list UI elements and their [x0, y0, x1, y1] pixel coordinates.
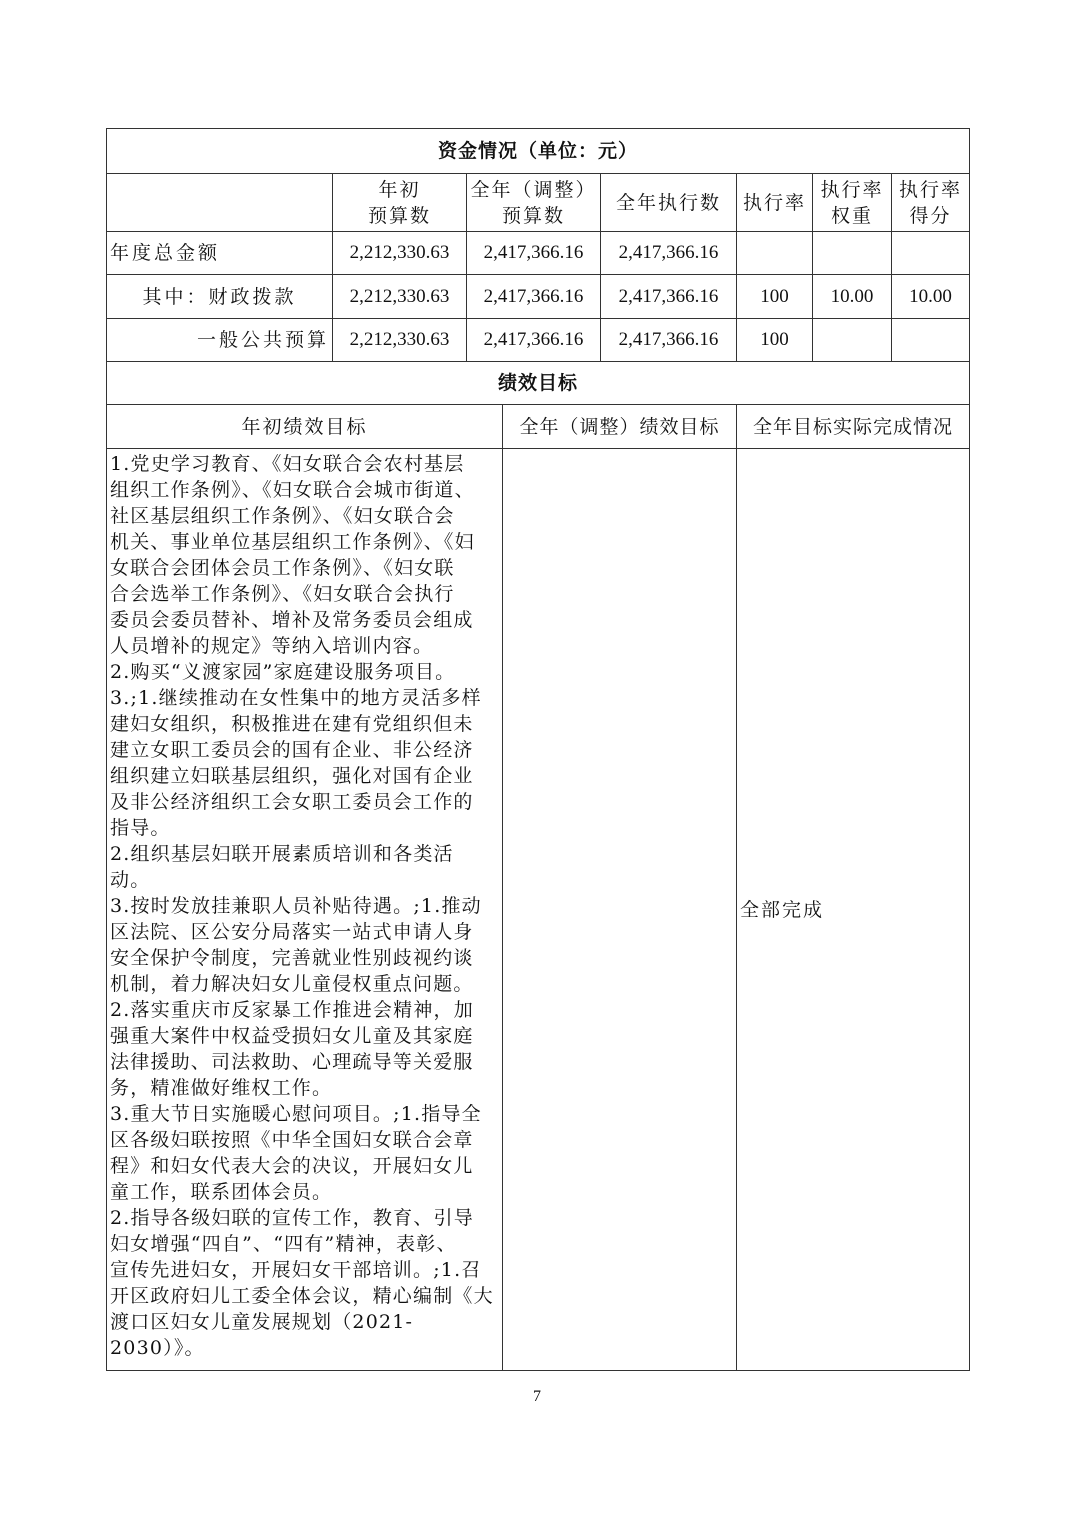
header-exec-weight: 执行率 权重: [813, 174, 892, 232]
actual-completion-text: 全部完成: [737, 449, 970, 1371]
exec-score-value: 10.00: [892, 275, 970, 319]
exec-weight-value: [813, 232, 892, 275]
budget-performance-table: [106, 128, 970, 1371]
exec-score-value: [892, 232, 970, 275]
funds-section-title: 资金情况（单位：元）: [107, 129, 970, 174]
executed-value: 2,417,366.16: [601, 319, 737, 362]
initial-budget-value: 2,212,330.63: [333, 319, 467, 362]
adjusted-budget-value: 2,417,366.16: [467, 232, 601, 275]
executed-value: 2,417,366.16: [601, 232, 737, 275]
exec-weight-value: [813, 319, 892, 362]
exec-weight-value: 10.00: [813, 275, 892, 319]
report-page: [106, 128, 969, 1371]
table-row: [107, 275, 970, 319]
executed-value: 2,417,366.16: [601, 275, 737, 319]
row-label-fiscal: 其中：财政拨款: [107, 275, 333, 319]
exec-rate-value: 100: [737, 275, 813, 319]
header-exec-rate: 执行率: [737, 174, 813, 232]
adjusted-goal-text: [503, 449, 737, 1371]
page-number: 7: [533, 1388, 541, 1405]
exec-score-value: [892, 319, 970, 362]
header-actual-completion: 全年目标实际完成情况: [737, 405, 970, 449]
header-executed: 全年执行数: [601, 174, 737, 232]
header-initial-goal: 年初绩效目标: [107, 405, 503, 449]
header-blank-cell: [107, 174, 333, 232]
initial-goal-text: 1.党史学习教育、《妇女联合会农村基层 组织工作条例》、《妇女联合会城市街道、 社区基层组织工作条例》、《妇女联合会 机关、事业单位基层组织工作条例》、《妇 女联合会团体会员工作条例》、《妇女联 合会选举工作条例》、《妇女联合会执行 委员会委员替补、增补及常务委员会组成 人员增补的规定》等纳入培训内容。 2.购买“义渡家园”家庭建设服务项目。 3.;1.继续推动在女性集中的地方灵活多样 建妇女组织，积极推进在建有党组织但未 建立女职工委员会的国有企业、非公经济 组织建立妇联基层组织，强化对国有企业 及非公经济组织工会女职工委员会工作的 指导。 2.组织基层妇联开展素质培训和各类活 动。 3.按时发放挂兼职人员补贴待遇。;1.推动 区法院、区公安分局落实一站式申请人身 安全保护令制度，完善就业性别歧视约谈 机制，着力解决妇女儿童侵权重点问题。 2.落实重庆市反家暴工作推进会精神，加 强重大案件中权益受损妇女儿童及其家庭 法律援助、司法救助、心理疏导等关爱服 务，精准做好维权工作。 3.重大节日实施暖心慰问项目。;1.指导全 区各级妇联按照《中华全国妇女联合会章 程》和妇女代表大会的决议，开展妇女儿 童工作，联系团体会员。 2.指导各级妇联的宣传工作，教育、引导 妇女增强“四自”、“四有”精神，表彰、 宣传先进妇女，开展妇女干部培训。;1.召 开区政府妇儿工委全体会议，精心编制《大 渡口区妇女儿童发展规划（2021-2030）》。: [107, 449, 503, 1371]
header-exec-score: 执行率 得分: [892, 174, 970, 232]
exec-rate-value: 100: [737, 319, 813, 362]
header-initial-budget: 年初 预算数: [333, 174, 467, 232]
header-adjusted-goal: 全年（调整）绩效目标: [503, 405, 737, 449]
adjusted-budget-value: 2,417,366.16: [467, 319, 601, 362]
row-label-general: 一般公共预算: [107, 319, 333, 362]
initial-budget-value: 2,212,330.63: [333, 275, 467, 319]
performance-section-title: 绩效目标: [107, 362, 970, 405]
adjusted-budget-value: 2,417,366.16: [467, 275, 601, 319]
initial-budget-value: 2,212,330.63: [333, 232, 467, 275]
exec-rate-value: [737, 232, 813, 275]
header-adjusted-budget: 全年（调整） 预算数: [467, 174, 601, 232]
table-row: [107, 319, 970, 362]
row-label-total: 年度总金额: [107, 232, 333, 275]
table-row: [107, 232, 970, 275]
